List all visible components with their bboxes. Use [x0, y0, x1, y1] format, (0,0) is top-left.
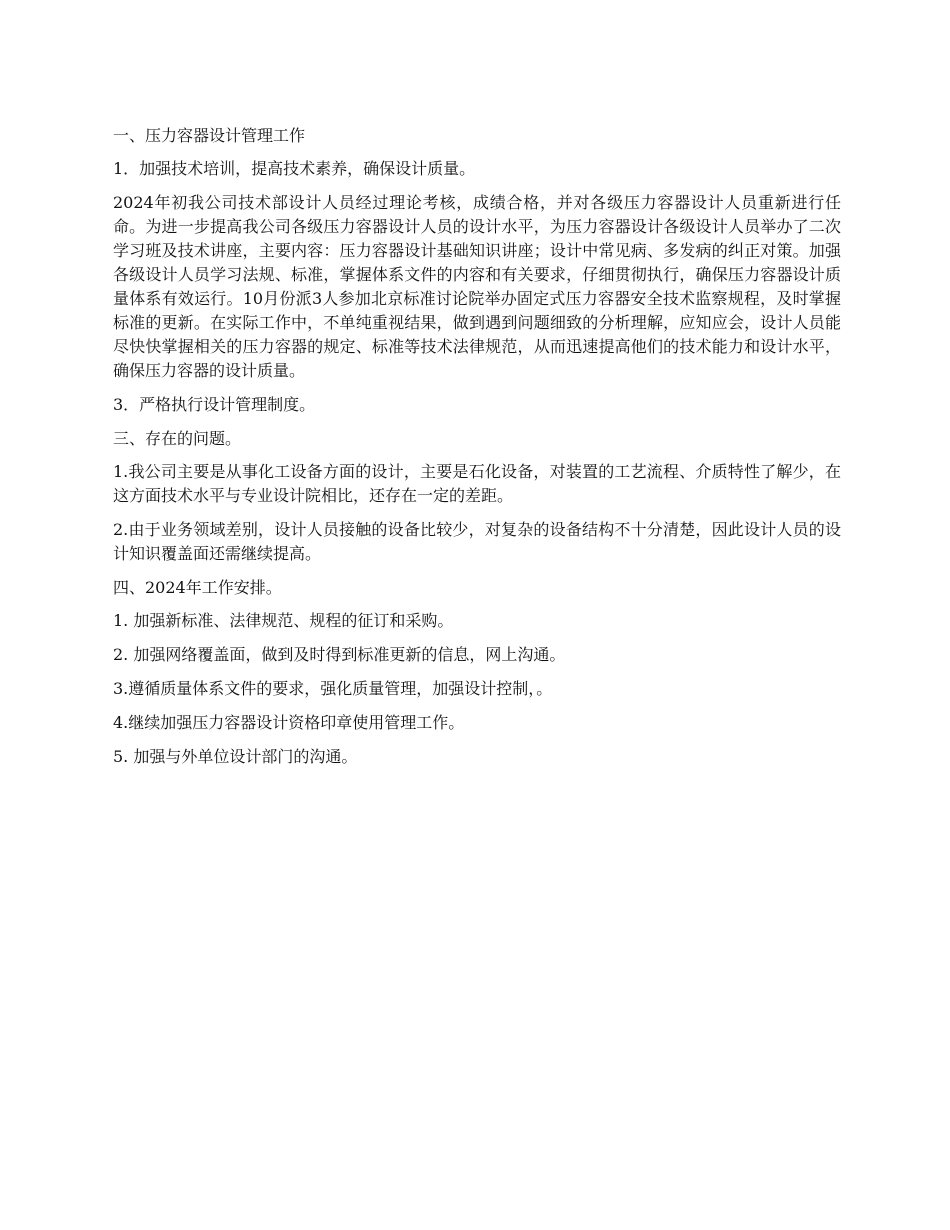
section-heading-design-management: 一、压力容器设计管理工作: [113, 126, 306, 145]
item-design-management-system: 3．严格执行设计管理制度。: [113, 395, 316, 414]
plan-item-1: 1. 加强新标准、法律规范、规程的征订和采购。: [113, 611, 454, 630]
section-heading-work-plan: 四、2024年工作安排。: [113, 578, 282, 597]
paragraph-training-details: 2024年初我公司技术部设计人员经过理论考核，成绩合格，并对各级压力容器设计人员重新进行任命。为进一步提高我公司各级压力容器设计人员的设计水平，为压力容器设计各级设计人员举办了二次学习班及技术讲座，主要内容：压力容器设计基础知识讲座；设计中常见病、多发病的纠正对策。加强各级设计人员学习法规、标准，掌握体系文件的内容和有关要求，仔细贯彻执行，确保压力容器设计质量体系有效运行。10月份派3人参加北京标准讨论院举办固定式压力容器安全技术监察规程，及时掌握标准的更新。在实际工作中，不单纯重视结果，做到遇到问题细致的分析理解，应知应会，设计人员能尽快快掌握相关的压力容器的规定、标准等技术法律规范，从而迅速提高他们的技术能力和设计水平，确保压力容器的设计质量。: [113, 193, 841, 380]
problem-item-2: 2.由于业务领域差别，设计人员接触的设备比较少，对复杂的设备结构不十分清楚，因此设计人员的设计知识覆盖面还需继续提高。: [113, 520, 841, 563]
plan-item-5: 5. 加强与外单位设计部门的沟通。: [113, 747, 358, 766]
document-body: [113, 124, 841, 779]
plan-item-3: 3.遵循质量体系文件的要求，强化质量管理，加强设计控制，。: [113, 679, 553, 698]
problem-item-1: 1.我公司主要是从事化工设备方面的设计，主要是石化设备，对装置的工艺流程、介质特性了解少，在这方面技术水平与专业设计院相比，还存在一定的差距。: [113, 462, 841, 505]
plan-item-2: 2. 加强网络覆盖面，做到及时得到标准更新的信息，网上沟通。: [113, 645, 566, 664]
item-technical-training: 1．加强技术培训，提高技术素养，确保设计质量。: [113, 159, 476, 178]
section-heading-problems: 三、存在的问题。: [113, 429, 242, 448]
plan-item-4: 4.继续加强压力容器设计资格印章使用管理工作。: [113, 713, 465, 732]
